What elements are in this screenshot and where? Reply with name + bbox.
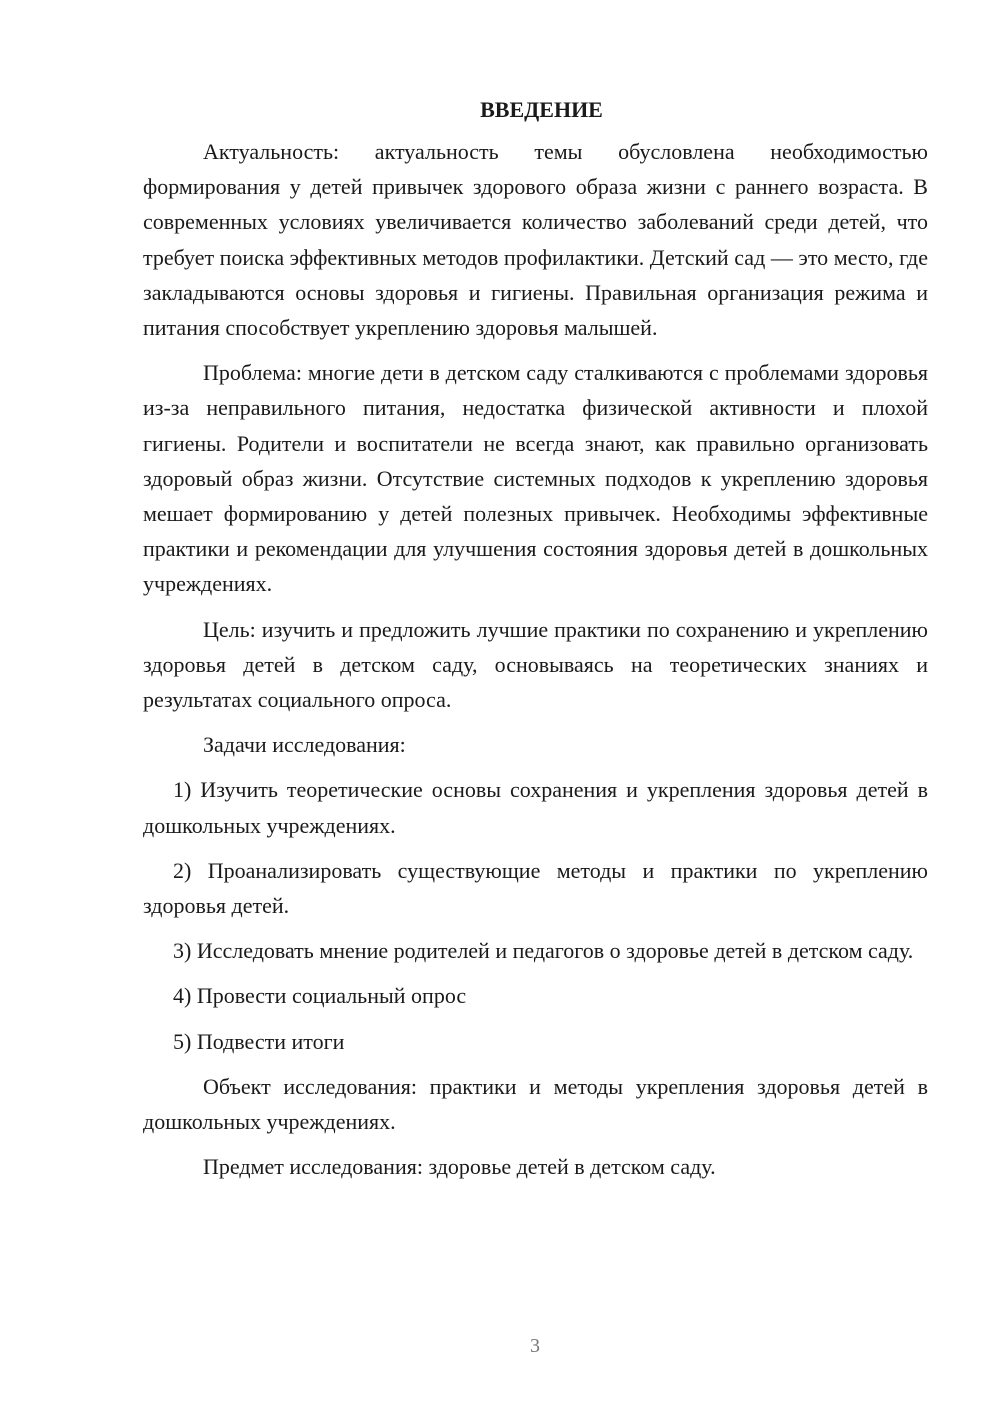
task-item-2: 2) Проанализировать существующие методы и практики по укреплению здоровья детей. [143,857,928,919]
task-item-3: 3) Исследовать мнение родителей и педагогов о здоровье детей в детском саду. [173,938,914,964]
page-number: 3 [530,1335,540,1357]
tasks-heading: Задачи исследования: [203,732,406,758]
goal-paragraph: Цель: изучить и предложить лучшие практики по сохранению и укреплению здоровья детей в детском саду, основываясь на теоретических знаниях и результатах социального опроса. [143,616,928,713]
task-item-1: 1) Изучить теоретические основы сохранения и укрепления здоровья детей в дошкольных учреждениях. [143,777,928,838]
section-title: ВВЕДЕНИЕ [480,97,603,122]
subject-paragraph: Предмет исследования: здоровье детей в детском саду. [203,1154,716,1180]
page-content [143,94,928,1194]
relevance-paragraph: Актуальность: актуальность темы обусловлена необходимостью формирования у детей привычек здорового образа жизни с раннего возраста. В современных условиях увеличивается количество заболеваний среди детей, что требует поиска эффективных методов профилактики. Детский сад — это место, где закладываются основы здоровья и гигиены. Правильная организация режима и питания способствует укреплению здоровья малышей. [143,139,928,341]
task-item-4: 4) Провести социальный опрос [173,983,467,1009]
object-paragraph: Объект исследования: практики и методы укрепления здоровья детей в дошкольных учреждениях. [143,1073,928,1135]
problem-paragraph: Проблема: многие дети в детском саду сталкиваются с проблемами здоровья из-за неправильного питания, недостатка физической активности и плохой гигиены. Родители и воспитатели не всегда знают, как правильно организовать здоровый образ жизни. Отсутствие системных подходов к укреплению здоровья мешает формированию у детей полезных привычек. Необходимы эффективные практики и рекомендации для улучшения состояния здоровья детей в дошкольных учреждениях. [143,360,928,597]
task-item-5: 5) Подвести итоги [173,1028,345,1054]
